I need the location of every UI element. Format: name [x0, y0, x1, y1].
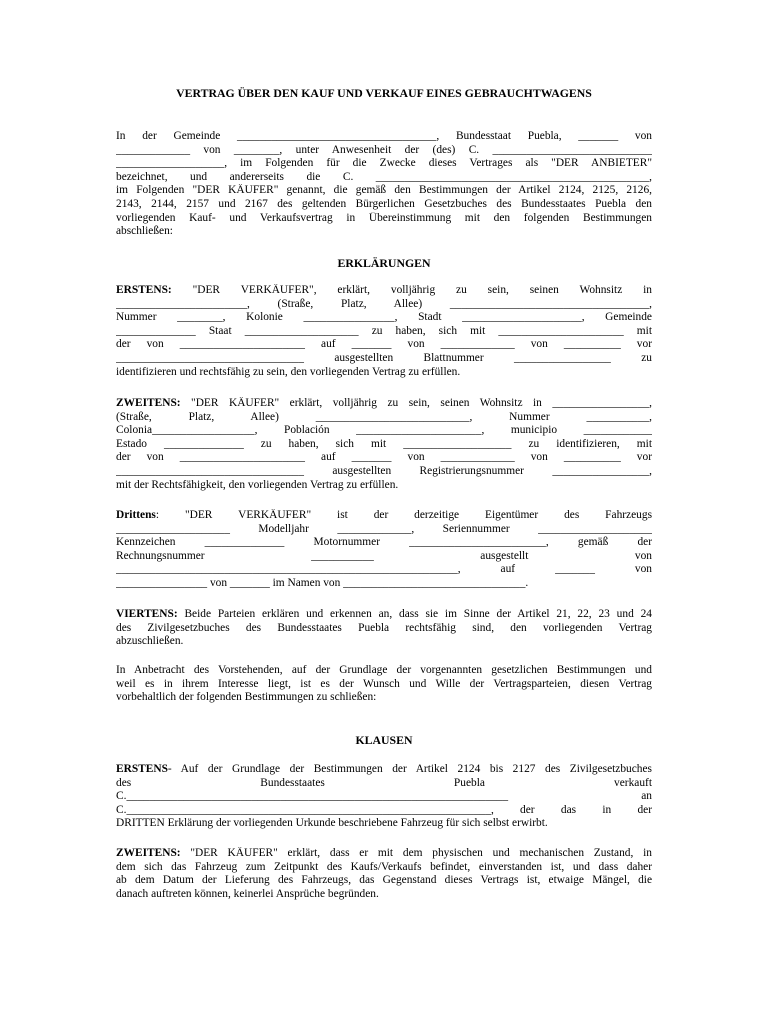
text-line: Drittens: "DER VERKÄUFER" ist der derzeitige Eigentümer des Fahrzeugs: [116, 509, 652, 521]
text-line: des Bundesstaates Puebla verkauft: [116, 776, 652, 789]
text-line: _________________________________ ausgestellten Blattnummer _________________ zu: [116, 351, 652, 364]
text-line: ___________________, im Folgenden für die Zwecke dieses Vertrages als "DER ANBIETER": [116, 157, 652, 170]
whereas-paragraph: [116, 664, 652, 705]
fourth-declaration: [116, 608, 652, 649]
text-line: VIERTENS: Beide Parteien erklären und erkennen an, dass sie im Sinne der Artikel 21, 22, 23 und 24: [116, 608, 652, 620]
first-clause: [116, 763, 652, 831]
text-line: bezeichnet, und andererseits die C. ________________________________________________,: [116, 170, 652, 183]
text-line: DRITTEN Erklärung der vorliegenden Urkunde beschriebene Fahrzeug für sich selbst erwirbt.: [116, 817, 548, 830]
text-line: identifizieren und rechtsfähig zu sein, den vorliegenden Vertrag zu erfüllen.: [116, 365, 461, 378]
text-line: der von ______________________ auf _______ von _____________ von __________ vor: [116, 338, 652, 351]
text-line: C.___________________________________________________________________ an: [116, 790, 652, 803]
text-line: der von ______________________ auf _______ von _____________ von __________ vor: [116, 451, 652, 464]
document-title: VERTRAG ÜBER DEN KAUF UND VERKAUF EINES GEBRAUCHTWAGENS: [176, 86, 592, 100]
text-line: abzuschließen.: [116, 635, 184, 648]
text-line: mit der Rechtsfähigkeit, den vorliegenden Vertrag zu erfüllen.: [116, 478, 399, 491]
text-line: vorliegenden Kauf- und Verkaufsvertrag in Übereinstimmung mit den folgenden Bestimmungen: [116, 211, 652, 224]
text-line: In Anbetracht des Vorstehenden, auf der Grundlage der vorgenannten gesetzlichen Bestimmungen und: [116, 664, 652, 676]
text-line: ZWEITENS: "DER KÄUFER" erklärt, volljährig zu sein, seinen Wohnsitz in _________________,: [116, 397, 652, 409]
intro-paragraph: [116, 130, 652, 239]
text-line: dem sich das Fahrzeug zum Zeitpunkt des Kaufs/Verkaufs befindet, einverstanden ist, und dass daher: [116, 860, 652, 873]
text-line: weil es in ihrem Interesse liegt, ist es der Wunsch und Wille der Vertragsparteien, diesen Vertrag: [116, 677, 652, 690]
text-line: abschließen:: [116, 225, 173, 238]
text-line: im Folgenden "DER KÄUFER" genannt, die gemäß den Bestimmungen der Artikel 2124, 2125, 2126,: [116, 184, 652, 197]
text-line: Colonia__________________, Población ______________________, municipio ____________: [116, 424, 652, 437]
text-line: des Zivilgesetzbuches des Bundesstaates Puebla rechtsfähig sind, den vorliegenden Vertrag: [116, 621, 652, 634]
text-line: (Straße, Platz, Allee) ___________________________, Nummer ___________,: [116, 410, 652, 423]
section-label: ERSTENS: [116, 763, 168, 775]
section-label: ZWEITENS:: [116, 397, 181, 409]
section-label: Drittens: [116, 509, 156, 521]
second-clause: [116, 847, 652, 901]
text-line: Nummer ________, Kolonie ________________, Stadt _____________________, Gemeinde: [116, 311, 652, 324]
text-line: ZWEITENS: "DER KÄUFER" erklärt, dass er mit dem physischen und mechanischen Zustand, in: [116, 847, 652, 859]
text-line: Rechnungsnummer ___________ ausgestellt von: [116, 549, 652, 562]
text-line: ERSTENS- Auf der Grundlage der Bestimmungen der Artikel 2124 bis 2127 des Zivilgesetzbuches: [116, 763, 652, 775]
text-line: ____________________ Modelljahr _____________, Seriennummer ____________________: [116, 522, 652, 535]
section-label: ERSTENS:: [116, 284, 172, 296]
text-line: _________________________________ ausgestellten Registrierungsnummer _________________,: [116, 464, 652, 477]
text-line: Estado ______________ zu haben, sich mit ___________________ zu identifizieren, mit: [116, 437, 652, 450]
text-line: Kennzeichen ______________ Motornummer ________________________, gemäß der: [116, 536, 652, 549]
text-line: _____________ von ________, unter Anwesenheit der (des) C. ____________________________: [116, 143, 652, 156]
text-line: In der Gemeinde ___________________________________, Bundesstaat Puebla, _______ von: [116, 130, 652, 142]
text-line: _______________________, (Straße, Platz, Allee) ___________________________________,: [116, 297, 652, 310]
declarations-heading: ERKLÄRUNGEN: [337, 256, 431, 270]
section-label: VIERTENS:: [116, 608, 178, 620]
first-declaration: [116, 284, 652, 379]
text-line: ______________ Staat ____________________ zu haben, sich mit ______________________ mit: [116, 324, 652, 337]
third-declaration: [116, 509, 652, 591]
text-line: 2143, 2144, 2157 und 2167 des geltenden Bürgerlichen Gesetzbuches des Bundesstaates Puebla den: [116, 197, 652, 210]
text-line: danach auftreten können, keinerlei Ansprüche begründen.: [116, 887, 379, 900]
text-line: C.________________________________________________________________, der das in der: [116, 803, 652, 816]
section-label: ZWEITENS:: [116, 847, 181, 859]
text-line: ____________________________________________________________, auf _______ von: [116, 563, 652, 576]
second-declaration: [116, 397, 652, 492]
clauses-heading: KLAUSEN: [355, 733, 413, 747]
text-line: ERSTENS: "DER VERKÄUFER", erklärt, volljährig zu sein, seinen Wohnsitz in: [116, 284, 652, 296]
text-line: ab dem Datum der Lieferung des Fahrzeugs, das Gegenstand dieses Vertrags ist, etwaige Mängel, die: [116, 874, 652, 887]
text-line: ________________ von _______ im Namen von ________________________________.: [116, 576, 529, 589]
text-line: vorbehaltlich der folgenden Bestimmungen zu schließen:: [116, 691, 377, 704]
